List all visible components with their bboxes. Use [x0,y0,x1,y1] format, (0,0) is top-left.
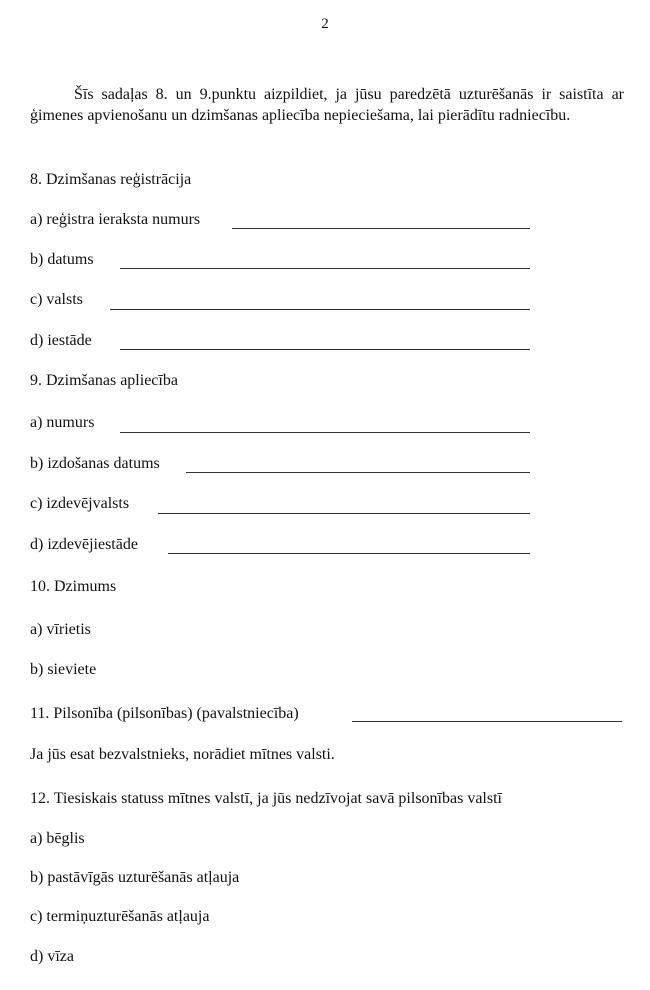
section-8a-label: a) reģistra ieraksta numurs [30,211,201,228]
section-11-note: Ja jūs esat bezvalstnieks, norādiet mītnes valsti. [30,746,335,763]
section-8c-label: c) valsts [30,291,83,308]
section-9d-label: d) izdevējiestāde [30,536,138,553]
section-9a-label: a) numurs [30,414,95,431]
issue-date-field[interactable] [186,472,530,473]
registration-authority-field[interactable] [120,349,530,350]
issuing-authority-field[interactable] [168,553,530,554]
section-8d-label: d) iestāde [30,332,92,349]
gender-male-option[interactable]: a) vīrietis [30,621,91,638]
page-number: 2 [321,16,329,32]
section-9-heading: 9. Dzimšanas apliecība [30,372,178,389]
citizenship-field[interactable] [352,721,622,722]
issuing-country-field[interactable] [158,513,530,514]
section-8-heading: 8. Dzimšanas reģistrācija [30,171,192,188]
section-10-heading: 10. Dzimums [30,578,117,595]
section-11-heading: 11. Pilsonība (pilsonības) (pavalstniecība) [30,705,299,722]
registration-date-field[interactable] [120,268,530,269]
status-refugee-option[interactable]: a) bēglis [30,830,85,847]
certificate-number-field[interactable] [120,432,530,433]
section-8b-label: b) datums [30,251,94,268]
status-visa-option[interactable]: d) vīza [30,948,74,965]
status-permanent-residence-option[interactable]: b) pastāvīgās uzturēšanās atļauja [30,869,240,886]
intro-paragraph: Šīs sadaļas 8. un 9.punktu aizpildiet, ja jūsu paredzētā uzturēšanās ir saistīta ar ģimenes apvienošanu un dzimšanas apliecība nepieciešama, lai pierādītu radniecību. [30,86,624,124]
registry-entry-number-field[interactable] [232,228,530,229]
status-temporary-residence-option[interactable]: c) termiņuzturēšanās atļauja [30,908,210,925]
section-9c-label: c) izdevējvalsts [30,495,130,512]
section-9b-label: b) izdošanas datums [30,455,160,472]
section-12-heading: 12. Tiesiskais statuss mītnes valstī, ja jūs nedzīvojat savā pilsonības valstī [30,790,502,807]
gender-female-option[interactable]: b) sieviete [30,661,97,678]
registration-country-field[interactable] [110,309,530,310]
